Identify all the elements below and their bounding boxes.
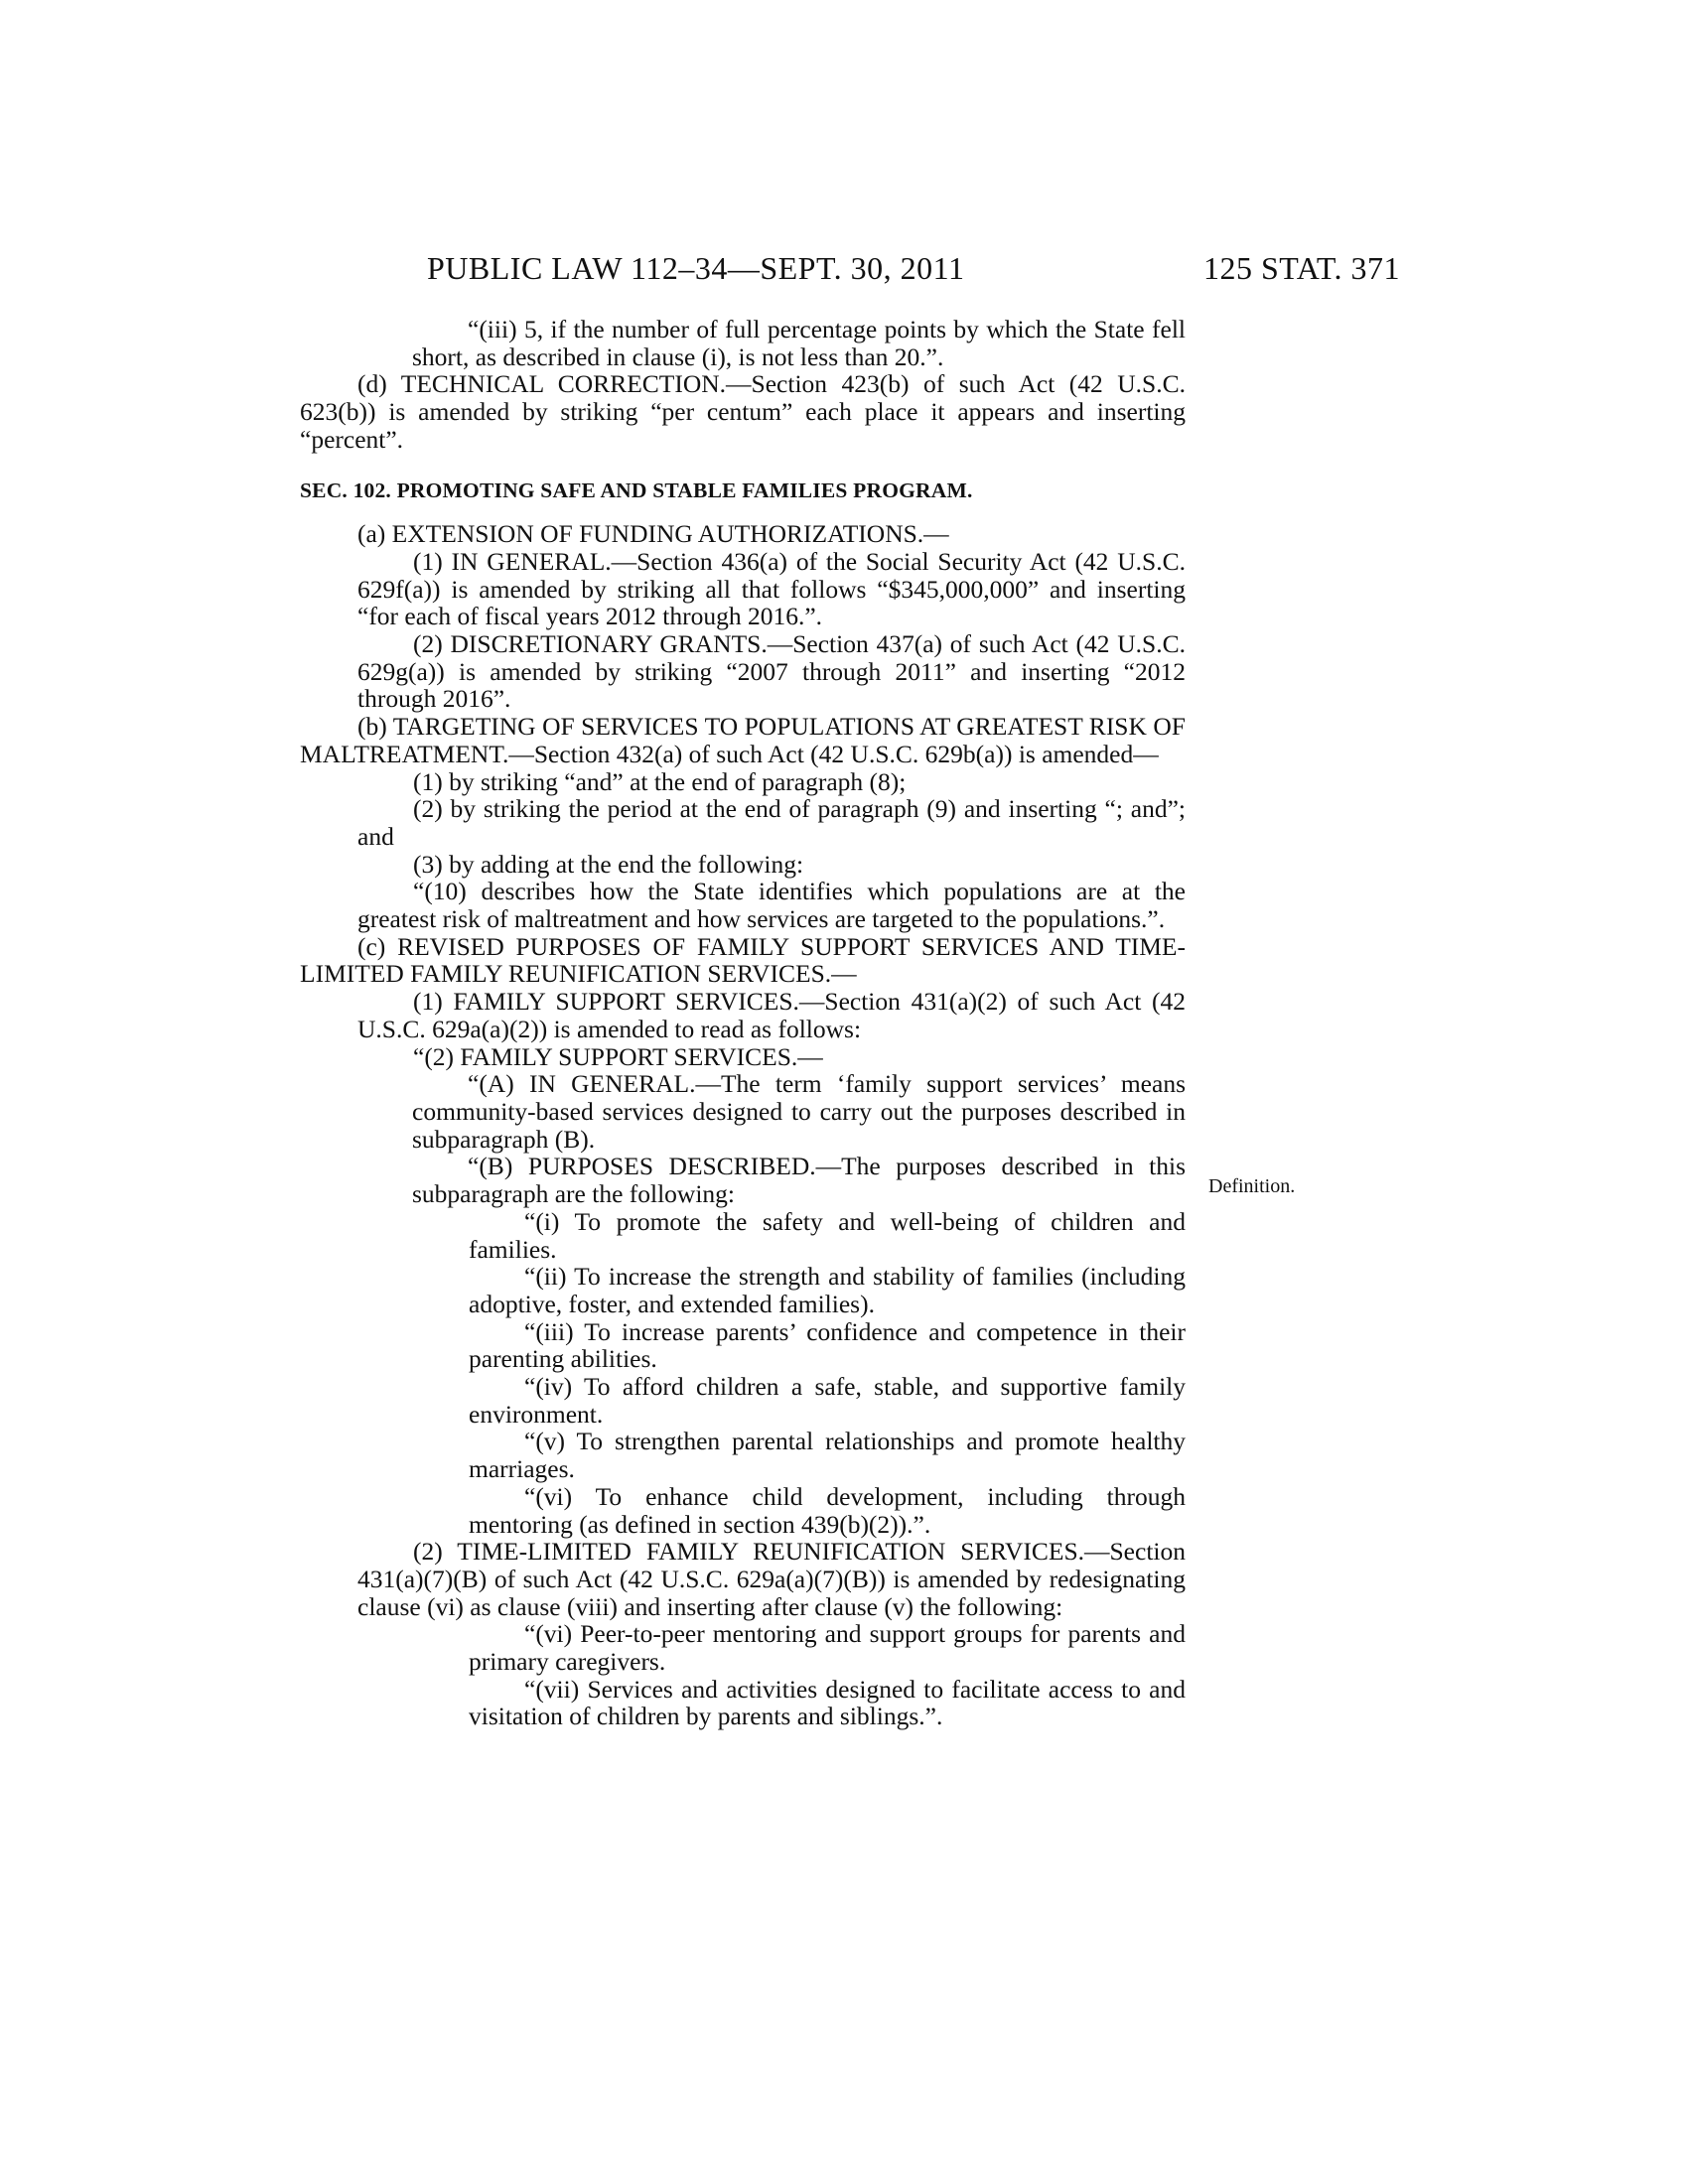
public-law-citation: PUBLIC LAW 112–34—SEPT. 30, 2011 [427,250,965,286]
paragraph-a2-discretionary-grants: (2) DISCRETIONARY GRANTS.—Section 437(a) of such Act (42 U.S.C. 629g(a)) is amended by striking “2007 through 2011” and inserting “2012 through 2016”. [357,629,1186,714]
running-header [0,250,1688,290]
purpose-clause-ii: “(ii) To increase the strength and stability of families (including adoptive, foster, and extended families). [469,1262,1186,1318]
inserted-paragraph-10: “(10) describes how the State identifies which populations are at the greatest risk of maltreatment and how services are targeted to the populations.”. [357,877,1186,934]
statute-page-number: 125 STAT. 371 [1203,250,1401,286]
margin-note-definition: Definition. [1208,1175,1296,1197]
subparagraph-a-in-general: “(A) IN GENERAL.—The term ‘family support services’ means community-based services designed to carry out the purposes described in subparagraph (B). [412,1069,1186,1154]
purpose-clause-v: “(v) To strengthen parental relationships and promote healthy marriages. [469,1427,1186,1484]
subsection-a-heading: (a) EXTENSION OF FUNDING AUTHORIZATIONS.— [357,519,949,549]
paragraph-c2-reunification: (2) TIME-LIMITED FAMILY REUNIFICATION SERVICES.—Section 431(a)(7)(B) of such Act (42 U.S.C. 629a(a)(7)(B)) is amended by redesignating clause (vi) as clause (viii) and inserting after clause (v) the following: [357,1537,1186,1621]
purpose-clause-i: “(i) To promote the safety and well-being of children and families. [469,1206,1186,1264]
paragraph-b3: (3) by adding at the end the following: [413,849,804,879]
purpose-clause-iv: “(iv) To afford children a safe, stable, and supportive family environment. [469,1372,1186,1429]
inserted-clause-vi: “(vi) Peer-to-peer mentoring and support groups for parents and primary caregivers. [469,1619,1186,1677]
paragraph-c1-family-support: (1) FAMILY SUPPORT SERVICES.—Section 431(a)(2) of such Act (42 U.S.C. 629a(a)(2)) is amended to read as follows: [357,987,1186,1043]
paragraph-a1-in-general: (1) IN GENERAL.—Section 436(a) of the Social Security Act (42 U.S.C. 629f(a)) is amended by striking all that follows “$345,000,000” and inserting “for each of fiscal years 2012 through 2016.”. [357,546,1186,631]
subsection-b-targeting: (b) TARGETING OF SERVICES TO POPULATIONS AT GREATEST RISK OF MALTREATMENT.—Section 432(a) of such Act (42 U.S.C. 629b(a)) is amended— [300,712,1186,768]
subsection-d-technical-correction: (d) TECHNICAL CORRECTION.—Section 423(b) of such Act (42 U.S.C. 623(b)) is amended by striking “per centum” each place it appears and inserting “percent”. [300,369,1186,454]
paragraph-b1: (1) by striking “and” at the end of paragraph (8); [413,766,907,796]
inserted-paragraph-2-heading: “(2) FAMILY SUPPORT SERVICES.— [413,1041,823,1071]
statute-text-body [300,316,1186,1730]
purpose-clause-iii: “(iii) To increase parents’ confidence and competence in their parenting abilities. [469,1316,1186,1374]
subparagraph-b-purposes: “(B) PURPOSES DESCRIBED.—The purposes described in this subparagraph are the following: [412,1152,1186,1209]
paragraph-b2: (2) by striking the period at the end of paragraph (9) and inserting “; and”; and [357,794,1186,851]
inserted-clause-vii: “(vii) Services and activities designed to facilitate access to and visitation of children by parents and siblings.”. [469,1674,1186,1731]
purpose-clause-vi: “(vi) To enhance child development, including through mentoring (as defined in section 439(b)(2)).”. [469,1481,1186,1539]
clause-iii-continued: “(iii) 5, if the number of full percentage points by which the State fell short, as described in clause (i), is not less than 20.”. [412,315,1186,371]
subsection-c-revised-purposes: (c) REVISED PURPOSES OF FAMILY SUPPORT SERVICES AND TIME-LIMITED FAMILY REUNIFICATION SERVICES.— [300,931,1186,989]
section-102-heading: SEC. 102. PROMOTING SAFE AND STABLE FAMILIES PROGRAM. [300,478,973,502]
